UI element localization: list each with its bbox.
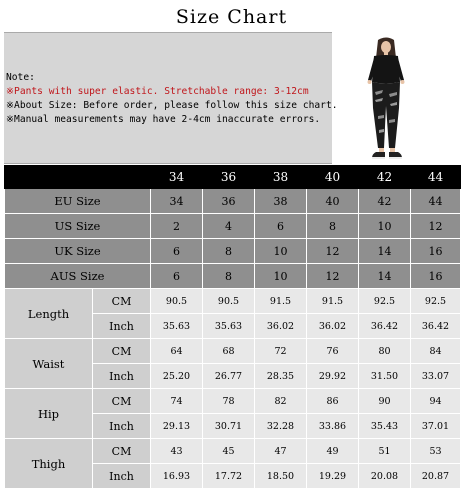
table-cell: 12: [411, 214, 461, 239]
row-label: EU Size: [5, 189, 151, 214]
table-cell: 94: [411, 389, 461, 414]
table-cell: 35.63: [203, 314, 255, 339]
note-line-errors: ※Manual measurements may have 2-4cm inaccurate errors.: [6, 114, 321, 125]
table-cell: 64: [151, 339, 203, 364]
table-cell: 47: [255, 439, 307, 464]
note-line-elastic: ※Pants with super elastic. Stretchable range: 3-12cm: [6, 86, 309, 97]
table-cell: 36.02: [255, 314, 307, 339]
table-cell: 10: [255, 239, 307, 264]
table-cell: 20.87: [411, 464, 461, 489]
row-label: US Size: [5, 214, 151, 239]
table-cell: 92.5: [359, 289, 411, 314]
table-cell: 17.72: [203, 464, 255, 489]
table-cell: 31.50: [359, 364, 411, 389]
note-line-size: ※About Size: Before order, please follow this size chart.: [6, 100, 338, 111]
unit-label: Inch: [93, 314, 151, 339]
table-cell: 33.07: [411, 364, 461, 389]
table-cell: 16: [411, 239, 461, 264]
table-cell: 20.08: [359, 464, 411, 489]
header-corner: [5, 166, 151, 189]
table-cell: 25.20: [151, 364, 203, 389]
note-box: [4, 32, 338, 164]
table-cell: 14: [359, 239, 411, 264]
table-cell: 32.28: [255, 414, 307, 439]
unit-label: CM: [93, 339, 151, 364]
table-cell: 68: [203, 339, 255, 364]
table-cell: 72: [255, 339, 307, 364]
table-cell: 82: [255, 389, 307, 414]
table-cell: 30.71: [203, 414, 255, 439]
table-cell: 74: [151, 389, 203, 414]
table-cell: 53: [411, 439, 461, 464]
table-cell: 35.43: [359, 414, 411, 439]
table-cell: 43: [151, 439, 203, 464]
table-cell: 4: [203, 214, 255, 239]
table-cell: 90.5: [203, 289, 255, 314]
header-cell: 34: [151, 166, 203, 189]
group-label-thigh: Thigh: [5, 439, 93, 489]
table-cell: 78: [203, 389, 255, 414]
table-cell: 35.63: [151, 314, 203, 339]
table-cell: 36.42: [411, 314, 461, 339]
table-cell: 16.93: [151, 464, 203, 489]
group-label-hip: Hip: [5, 389, 93, 439]
unit-label: CM: [93, 389, 151, 414]
table-cell: 29.92: [307, 364, 359, 389]
table-cell: 40: [307, 189, 359, 214]
table-cell: 38: [255, 189, 307, 214]
note-heading: Note:: [6, 72, 35, 83]
table-cell: 29.13: [151, 414, 203, 439]
table-cell: 36.42: [359, 314, 411, 339]
unit-label: Inch: [93, 414, 151, 439]
table-cell: 42: [359, 189, 411, 214]
header-cell: 36: [203, 166, 255, 189]
table-cell: 44: [411, 189, 461, 214]
table-cell: 92.5: [411, 289, 461, 314]
group-label-waist: Waist: [5, 339, 93, 389]
header-cell: 40: [307, 166, 359, 189]
eu-size-row: [5, 189, 461, 214]
page-title: Size Chart: [175, 6, 288, 28]
table-cell: 16: [411, 264, 461, 289]
table-cell: 6: [151, 264, 203, 289]
table-cell: 36.02: [307, 314, 359, 339]
table-cell: 12: [307, 239, 359, 264]
table-cell: 12: [307, 264, 359, 289]
aus-size-row: [5, 264, 461, 289]
thigh-cm-row: [5, 439, 461, 464]
table-cell: 10: [359, 214, 411, 239]
uk-size-row: [5, 239, 461, 264]
length-cm-row: [5, 289, 461, 314]
table-cell: 6: [255, 214, 307, 239]
size-header-row: [5, 166, 461, 189]
header-cell: 42: [359, 166, 411, 189]
table-cell: 8: [307, 214, 359, 239]
table-cell: 33.86: [307, 414, 359, 439]
unit-label: Inch: [93, 364, 151, 389]
table-cell: 80: [359, 339, 411, 364]
table-cell: 8: [203, 239, 255, 264]
table-cell: 6: [151, 239, 203, 264]
hip-cm-row: [5, 389, 461, 414]
table-cell: 10: [255, 264, 307, 289]
size-table: [4, 165, 461, 489]
table-cell: 84: [411, 339, 461, 364]
table-cell: 90.5: [151, 289, 203, 314]
table-cell: 14: [359, 264, 411, 289]
unit-label: CM: [93, 289, 151, 314]
table-cell: 8: [203, 264, 255, 289]
table-cell: 18.50: [255, 464, 307, 489]
unit-label: CM: [93, 439, 151, 464]
group-label-length: Length: [5, 289, 93, 339]
header-cell: 44: [411, 166, 461, 189]
table-cell: 86: [307, 389, 359, 414]
table-cell: 26.77: [203, 364, 255, 389]
row-label: AUS Size: [5, 264, 151, 289]
table-cell: 49: [307, 439, 359, 464]
table-cell: 76: [307, 339, 359, 364]
table-cell: 2: [151, 214, 203, 239]
table-cell: 36: [203, 189, 255, 214]
table-cell: 91.5: [307, 289, 359, 314]
table-cell: 45: [203, 439, 255, 464]
table-cell: 51: [359, 439, 411, 464]
table-cell: 90: [359, 389, 411, 414]
header-cell: 38: [255, 166, 307, 189]
table-cell: 19.29: [307, 464, 359, 489]
table-cell: 91.5: [255, 289, 307, 314]
table-cell: 34: [151, 189, 203, 214]
us-size-row: [5, 214, 461, 239]
waist-cm-row: [5, 339, 461, 364]
model-photo: [340, 36, 430, 164]
table-cell: 28.35: [255, 364, 307, 389]
row-label: UK Size: [5, 239, 151, 264]
unit-label: Inch: [93, 464, 151, 489]
table-cell: 37.01: [411, 414, 461, 439]
